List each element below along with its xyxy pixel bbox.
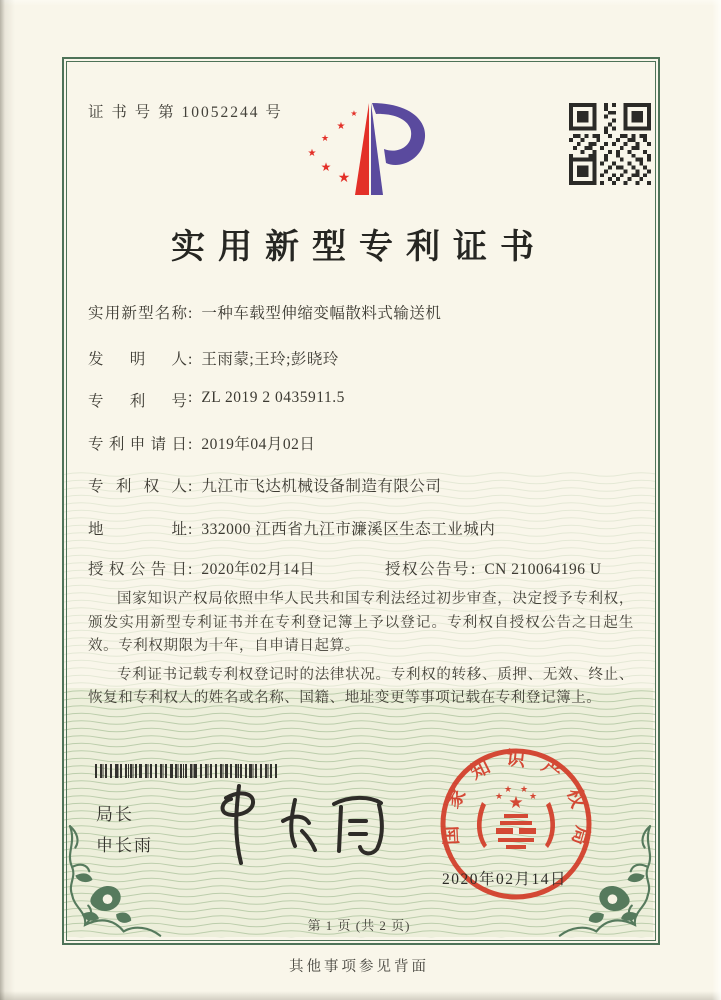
cnipa-patent-logo	[298, 99, 440, 199]
field-colon: :	[188, 561, 193, 578]
field-value: 2020年02月14日	[201, 561, 316, 578]
svg-text:★: ★	[503, 785, 513, 795]
field-row-inventors	[88, 347, 648, 369]
field-label: 专利号	[88, 393, 187, 410]
field-row-grant	[88, 557, 648, 579]
svg-text:★: ★	[320, 134, 330, 144]
field-value: 王雨蒙;王玲;彭晓玲	[201, 351, 339, 368]
svg-text:★: ★	[320, 160, 332, 174]
certificate-title: 实用新型专利证书	[171, 229, 547, 266]
certificate-number: 证 书 号 第 10052244 号	[88, 104, 283, 121]
svg-text:★: ★	[494, 792, 504, 802]
field-colon: :	[471, 561, 476, 578]
field-value: 2019年04月02日	[201, 436, 316, 453]
svg-text:★: ★	[528, 792, 538, 802]
field-row-filing-date	[88, 432, 648, 454]
signer-name: 申长雨	[96, 836, 153, 855]
seal-text: 国家知识产权局	[440, 748, 593, 862]
legal-text-block	[88, 588, 634, 716]
field-colon: :	[188, 436, 193, 453]
field-row-patent-number	[88, 389, 648, 411]
legal-paragraph-1: 国家知识产权局依照中华人民共和国专利法经过初步审查，决定授予专利权，颁发实用新型专利证书并在专利登记簿上予以登记。专利权自授权公告之日起生效。专利权期限为十年，自申请日起算。	[88, 591, 634, 654]
field-colon: :	[188, 351, 193, 368]
field-row-address	[88, 517, 648, 539]
field-colon: :	[188, 389, 193, 406]
field-colon: :	[188, 305, 193, 322]
svg-text:★: ★	[508, 793, 524, 813]
field-pair-grant-number	[385, 557, 602, 579]
svg-text:★: ★	[336, 121, 346, 132]
qr-code	[569, 103, 651, 185]
field-value: ZL 2019 2 0435911.5	[201, 389, 345, 406]
field-label: 实用新型名称	[88, 305, 187, 322]
field-colon: :	[188, 478, 193, 495]
field-value: 332000 江西省九江市濂溪区生态工业城内	[201, 521, 496, 538]
svg-text:★: ★	[350, 109, 358, 118]
national-emblem	[477, 785, 555, 849]
field-value: 九江市飞达机械设备制造有限公司	[201, 478, 442, 495]
svg-text:★: ★	[307, 148, 317, 159]
svg-text:★: ★	[337, 170, 351, 186]
field-value: 一种车载型伸缩变幅散料式输送机	[201, 305, 442, 322]
field-value: CN 210064196 U	[484, 561, 602, 578]
signer-title: 局长	[96, 805, 134, 824]
field-label: 地址	[88, 521, 187, 538]
signer-block	[96, 799, 153, 861]
field-label: 授权公告号	[385, 561, 471, 578]
field-label: 发明人	[88, 351, 187, 368]
seal-date: 2020年02月14日	[442, 871, 568, 888]
field-row-patentee	[88, 474, 648, 496]
field-row-utility-model-name	[88, 301, 648, 323]
svg-text:★: ★	[519, 785, 529, 795]
handwritten-signature	[198, 776, 398, 871]
page-number: 第 1 页 (共 2 页)	[307, 918, 411, 933]
legal-paragraph-2: 专利证书记载专利权登记时的法律状况。专利权的转移、质押、无效、终止、恢复和专利权人的姓名或名称、国籍、地址变更等事项记载在专利登记簿上。	[88, 666, 634, 706]
field-label: 专利申请日	[88, 436, 187, 453]
field-colon: :	[188, 521, 193, 538]
back-side-note: 其他事项参见背面	[289, 959, 429, 975]
field-label: 专利权人	[88, 478, 187, 495]
field-label: 授权公告日	[88, 561, 187, 578]
